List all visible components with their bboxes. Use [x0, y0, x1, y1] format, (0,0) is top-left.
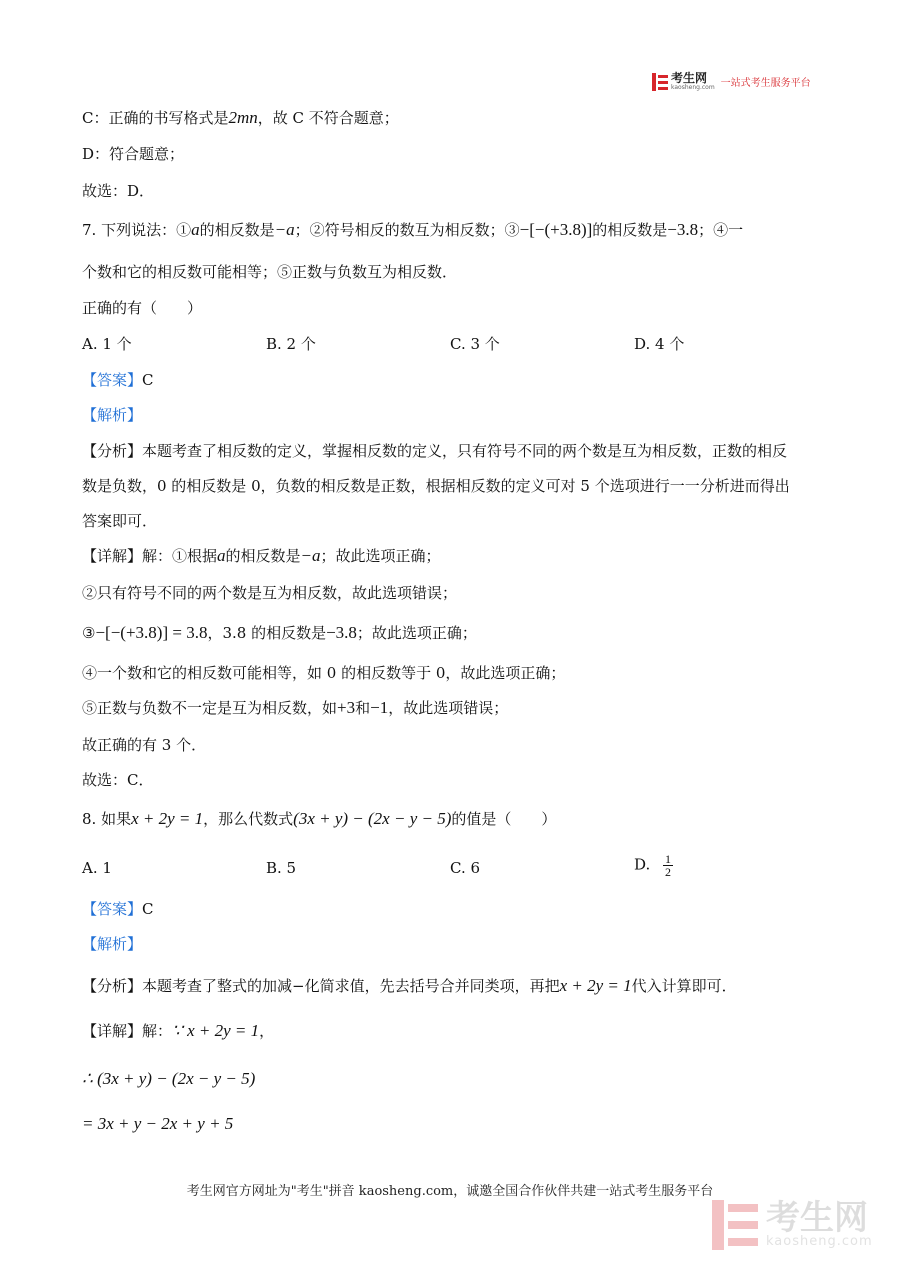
option-d-explanation: D：符合题意； — [82, 145, 185, 163]
q7-xiangjie-line4: ④一个数和它的相反数可能相等，如 0 的相反数等于 0，故此选项正确； — [82, 664, 566, 682]
q7-xiangjie-line2: ②只有符号不同的两个数是互为相反数，故此选项错误； — [82, 584, 458, 602]
q7-xiangjie-line5: ⑤正数与负数不一定是互为相反数，如+3和−1，故此选项错误； — [82, 698, 509, 717]
question-7-stem: 7. 下列说法：①a的相反数是−a；②符号相反的数互为相反数；③−[−(+3.8)]的相反数是−3.8；④一 — [82, 220, 744, 239]
q7-option-a: A. 1 个 — [82, 335, 132, 353]
q7-option-b: B. 2 个 — [266, 335, 316, 353]
q8-answer: 【答案】C — [82, 900, 154, 918]
watermark-name: 考生网 — [766, 1198, 868, 1238]
q7-fenxi-line2: 数是负数，0 的相反数是 0，负数的相反数是正数，根据相反数的定义可对 5 个选项进行一一分析进而得出 — [82, 477, 790, 495]
q8-xiangjie: 【详解】解：∵ x + 2y = 1， — [82, 1021, 275, 1040]
watermark-url: kaosheng.com — [766, 1234, 873, 1249]
choose-d: 故选：D． — [82, 182, 155, 200]
q8-option-c: C. 6 — [450, 859, 481, 877]
question-7-prompt: 正确的有（ ） — [82, 299, 203, 317]
q8-step-1-text: ∴ (3x + y) − (2x − y − 5) — [82, 1069, 256, 1088]
q8-option-a: A. 1 — [82, 859, 112, 877]
watermark — [712, 1200, 873, 1250]
question-7-stem-line2: 个数和它的相反数可能相等；⑤正数与负数互为相反数． — [82, 263, 458, 281]
footer-text: 考生网官方网址为"考生"拼音 kaosheng.com，诚邀全国合作伙伴共建一站式考生服务平台 — [186, 1184, 714, 1199]
q8-analysis-tag: 【解析】 — [82, 935, 143, 953]
q8-option-d: D. $\frac{1}{2}$ — [634, 852, 672, 879]
q7-answer: 【答案】C — [82, 371, 154, 389]
q7-xiangjie-line3: ③−[−(+3.8)] = 3.8，3.8 的相反数是−3.8；故此选项正确； — [82, 623, 477, 642]
q7-fenxi-line1: 【分析】本题考查了相反数的定义，掌握相反数的定义，只有符号不同的两个数是互为相反数，正数的相反 — [82, 442, 788, 460]
q8-fenxi: 【分析】本题考查了整式的加减−化简求值，先去括号合并同类项，再把x + 2y = 1代入计算即可． — [82, 976, 737, 995]
q7-analysis-tag: 【解析】 — [82, 406, 143, 424]
question-8-stem: 8. 如果x + 2y = 1，那么代数式(3x + y) − (2x − y − 5)的值是（ ） — [82, 809, 557, 828]
q7-option-d: D. 4 个 — [634, 335, 685, 353]
watermark-logo-icon — [712, 1200, 758, 1250]
q7-xiangjie-line1: 【详解】解：①根据a的相反数是−a；故此选项正确； — [82, 546, 441, 565]
header-logo — [652, 72, 811, 91]
q8-option-b: B. 5 — [266, 859, 297, 877]
q8-step-2: = 3x + y − 2x + y + 5 — [82, 1114, 234, 1133]
one-half-fraction: $\frac{1}{2}$ — [665, 852, 672, 879]
choose-c-q7: 故选：C． — [82, 771, 154, 789]
logo-name: 考生网 — [671, 71, 708, 85]
q7-conclusion: 故正确的有 3 个． — [82, 736, 207, 754]
logo-url: kaosheng.com — [671, 84, 715, 91]
logo-slogan: 一站式考生服务平台 — [720, 78, 811, 89]
q7-fenxi-line3: 答案即可． — [82, 512, 158, 530]
option-c-explanation: C：正确的书写格式是2mn，故 C 不符合题意； — [82, 108, 399, 127]
q7-option-c: C. 3 个 — [450, 335, 500, 353]
kaosheng-logo-icon — [652, 73, 668, 91]
